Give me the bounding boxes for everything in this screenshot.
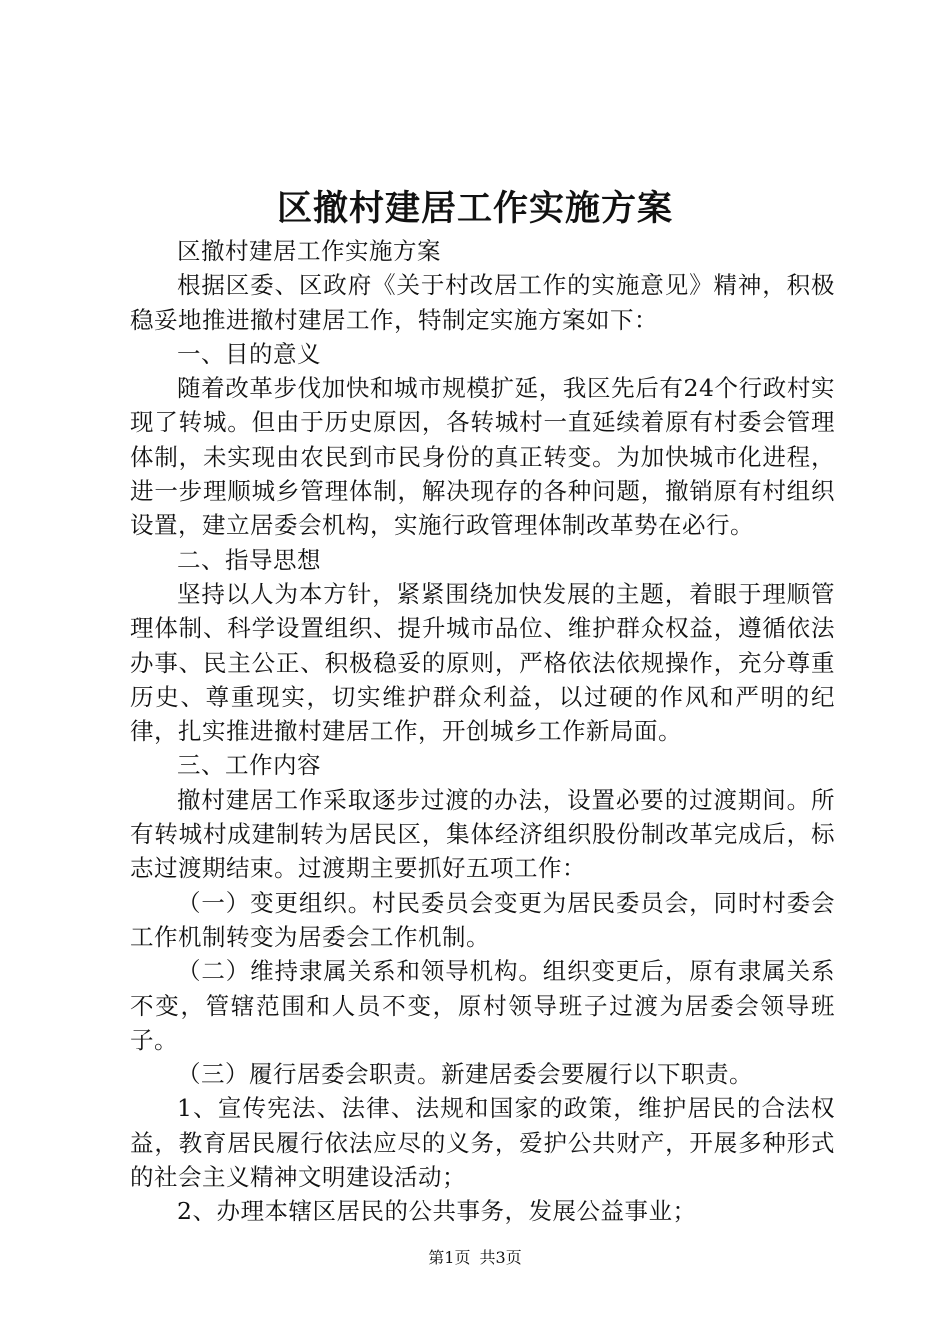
item-change-organization: （一）变更组织。村民委员会变更为居民委员会，同时村委会工作机制转变为居委会工作机制。 — [130, 888, 835, 951]
purpose-paragraph: 随着改革步伐加快和城市规模扩延，我区先后有24个行政村实现了转城。但由于历史原因，各转城村一直延续着原有村委会管理体制，未实现由农民到市民身份的真正转变。为加快城市化进程，进一步理顺城乡管理体制，解决现存的各种问题，撤销原有村组织设置，建立居委会机构，实施行政管理体制改革势在必行。 — [130, 374, 835, 540]
duty-item-2: 2、办理本辖区居民的公共事务，发展公益事业； — [177, 1197, 697, 1226]
total-pages: 共3页 — [479, 1248, 522, 1267]
page-number: 第1页 — [428, 1248, 471, 1267]
page-footer — [0, 1248, 950, 1268]
item-maintain-relations: （二）维持隶属关系和领导机构。组织变更后，原有隶属关系不变，管辖范围和人员不变，原村领导班子过渡为居委会领导班子。 — [130, 957, 835, 1054]
guidance-paragraph: 坚持以人为本方针，紧紧围绕加快发展的主题，着眼于理顺管理体制、科学设置组织、提升城市品位、维护群众权益，遵循依法办事、民主公正、积极稳妥的原则，严格依法依规操作，充分尊重历史、尊重现实，切实维护群众利益，以过硬的作风和严明的纪律，扎实推进撤村建居工作，开创城乡工作新局面。 — [130, 579, 835, 746]
document-body — [130, 234, 835, 1229]
section-heading-purpose: 一、目的意义 — [177, 339, 321, 368]
item-fulfill-duties: （三）履行居委会职责。新建居委会要履行以下职责。 — [177, 1060, 753, 1089]
content-paragraph: 撤村建居工作采取逐步过渡的办法，设置必要的过渡期间。所有转城村成建制转为居民区，集体经济组织股份制改革完成后，标志过渡期结束。过渡期主要抓好五项工作： — [130, 785, 835, 883]
section-heading-content: 三、工作内容 — [177, 751, 321, 780]
section-heading-guidance: 二、指导思想 — [177, 545, 321, 574]
intro-paragraph: 根据区委、区政府《关于村改居工作的实施意见》精神，积极稳妥地推进撤村建居工作，特制定实施方案如下： — [130, 271, 835, 334]
page-title: 区撤村建居工作实施方案 — [276, 188, 673, 229]
subtitle-paragraph: 区撤村建居工作实施方案 — [177, 237, 441, 265]
duty-item-1: 1、宣传宪法、法律、法规和国家的政策，维护居民的合法权益，教育居民履行依法应尽的义务，爱护公共财产，开展多种形式的社会主义精神文明建设活动； — [130, 1094, 835, 1192]
